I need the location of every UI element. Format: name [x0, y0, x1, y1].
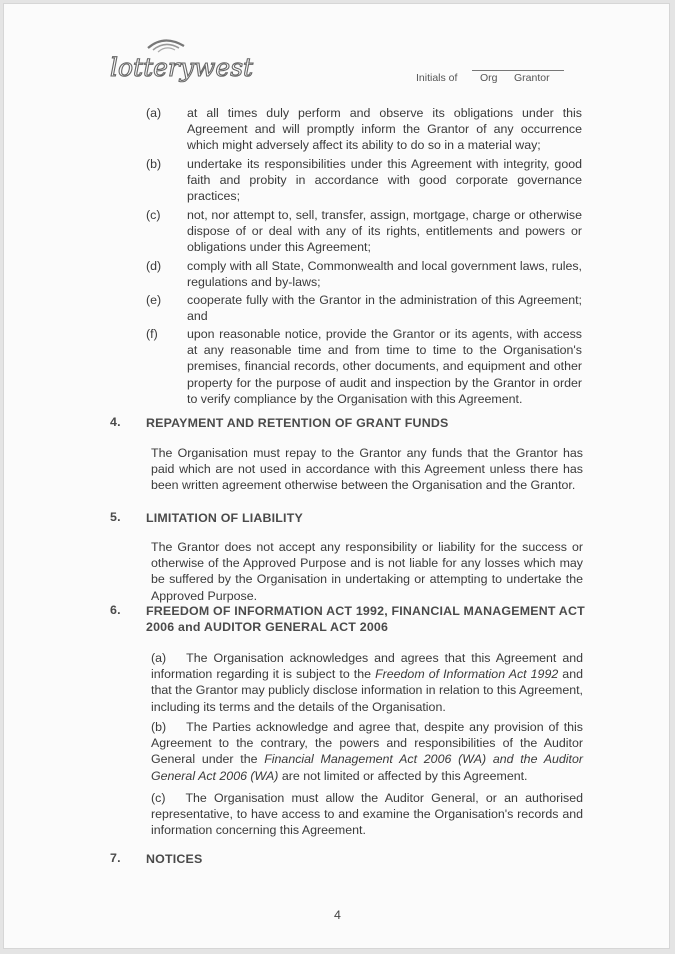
item-text: undertake its responsibilities under this Agreement with integrity, good faith and probity in accordance with good corporate governance practices; [187, 157, 582, 204]
item-letter: (d) [146, 259, 162, 273]
act-name: Freedom of Information Act 1992 [375, 667, 559, 682]
org-label: Org [480, 72, 498, 84]
item-text: at all times duly perform and observe its obligations under this Agreement and will promptly inform the Grantor of any occurrence which might adversely affect its ability to do so in a material way; [187, 106, 582, 153]
svg-text:lotterywest: lotterywest [110, 53, 254, 82]
page-number: 4 [334, 908, 341, 922]
item-letter: (b) [146, 157, 162, 171]
item-letter: (c) [146, 208, 161, 222]
section-number: 5. [110, 510, 121, 524]
grantor-initial-line [508, 70, 564, 71]
section-title: NOTICES [146, 852, 203, 866]
section-5-paragraph: The Grantor does not accept any responsibility or liability for the success or otherwise of the Approved Purpose and is not liable for any losses which may be suffered by the Organisation in undertaking or attempting to undertake the Approved Purpose. [151, 540, 583, 603]
section-6c-paragraph: (c) The Organisation must allow the Auditor General, or an authorised representative, to have access to and examine the Organisation's records and information concerning this Agreement. [151, 791, 583, 838]
initials-box [416, 62, 566, 94]
section-number: 6. [110, 603, 121, 617]
initials-label: Initials of [416, 72, 458, 84]
lotterywest-logo [108, 32, 254, 86]
item-text: upon reasonable notice, provide the Grantor or its agents, with access at any reasonable time and from time to time to the Organisation's premises, financial records, other documents, and equipment and other property for the purpose of audit and inspection by the Grantor in order to verify compliance by the Organisation with this Agreement. [187, 327, 582, 406]
item-text: not, nor attempt to, sell, transfer, assign, mortgage, charge or otherwise dispose of or deal with any of its rights, entitlements and powers or obligations under this Agreement; [187, 208, 582, 255]
section-title: REPAYMENT AND RETENTION OF GRANT FUNDS [146, 416, 449, 430]
sub-letter: (c) [151, 791, 166, 805]
item-text: comply with all State, Commonwealth and local government laws, rules, regulations and by-laws; [187, 259, 582, 290]
item-letter: (f) [146, 327, 158, 341]
document-page [3, 3, 670, 949]
section-6b-paragraph: (b) The Parties acknowledge and agree that, despite any provision of this Agreement to the contrary, the powers and responsibilities of the Auditor General under the Financial Management Act 2006 (WA) and the Auditor General Act 2006 (WA) are not limited or affected by this Agreement. [151, 720, 583, 783]
sub-letter: (b) [151, 720, 167, 734]
section-4-paragraph: The Organisation must repay to the Grantor any funds that the Grantor has paid which are not used in accordance with this Agreement unless there has been written agreement otherwise between the Organisation and the Grantor. [151, 446, 583, 493]
item-letter: (e) [146, 293, 162, 307]
org-initial-line [472, 70, 510, 71]
section-number: 7. [110, 851, 121, 865]
section-title: FREEDOM OF INFORMATION ACT 1992, FINANCIAL MANAGEMENT ACT 2006 and AUDITOR GENERAL ACT 2006 [146, 604, 585, 634]
grantor-label: Grantor [514, 72, 550, 84]
item-text: cooperate fully with the Grantor in the administration of this Agreement; and [187, 293, 582, 324]
section-6a-paragraph: (a) The Organisation acknowledges and agrees that this Agreement and information regarding it is subject to the Freedom of Information Act 1992 and that the Grantor may publicly disclose information in relation to this Agreement, including its terms and the details of the Organisation. [151, 651, 583, 714]
section-title: LIMITATION OF LIABILITY [146, 511, 303, 525]
sub-letter: (a) [151, 651, 167, 665]
section-number: 4. [110, 415, 121, 429]
item-letter: (a) [146, 106, 162, 120]
act-name: Financial Management Act 2006 (WA) and the Auditor General Act 2006 (WA) [151, 752, 583, 783]
